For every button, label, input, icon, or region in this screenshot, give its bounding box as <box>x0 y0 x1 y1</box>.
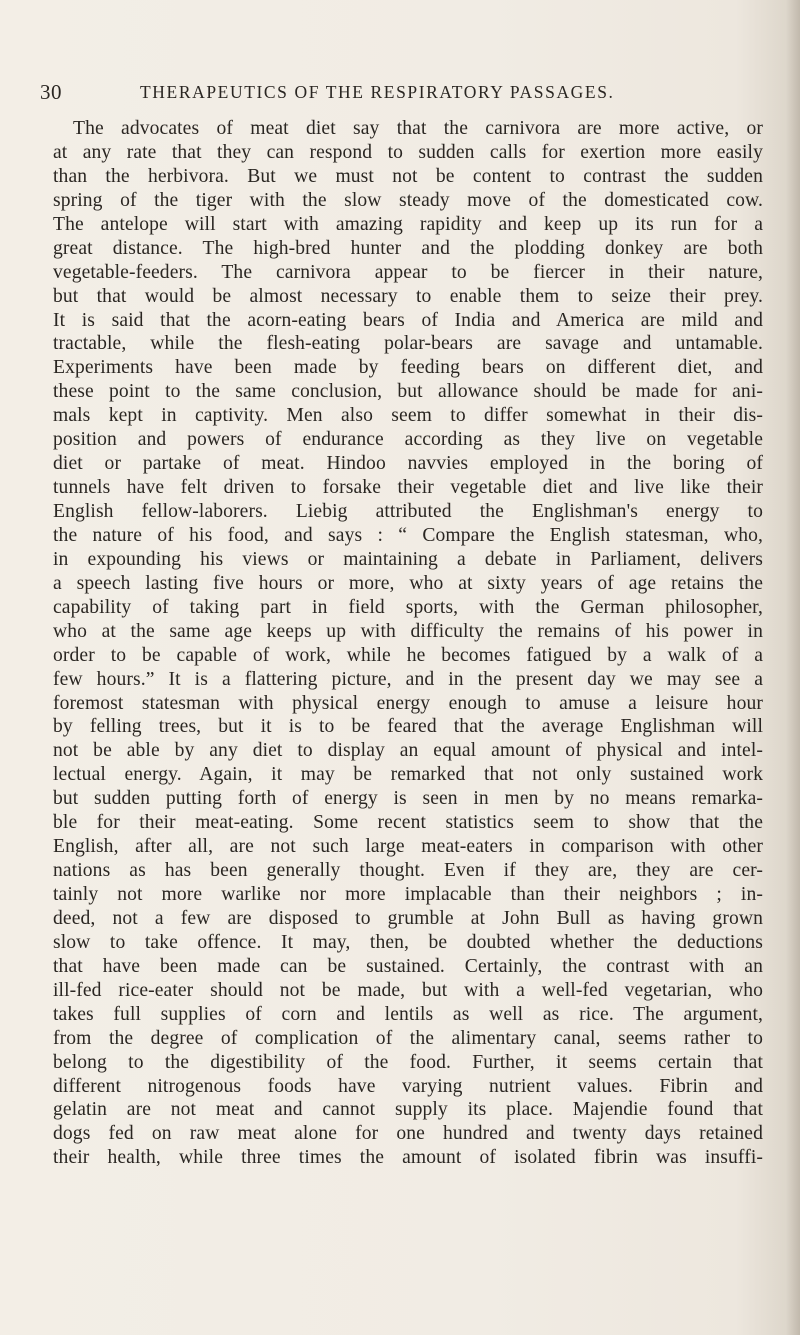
text-line: gelatin are not meat and cannot supply its place. Majendie found that <box>53 1099 763 1121</box>
text-line: English fellow-laborers. Liebig attributed the Englishman's energy to <box>53 501 763 522</box>
text-line: tunnels have felt driven to forsake their vegetable diet and live like their <box>53 477 763 499</box>
text-line: few hours.” It is a flattering picture, and in the present day we may see a <box>53 668 763 690</box>
text-line: spring of the tiger with the slow steady move of the domesticated cow. <box>53 189 763 211</box>
page-edge-shadow <box>786 0 800 1335</box>
page-number: 30 <box>40 80 62 104</box>
text-line: slow to take offence. It may, then, be doubted whether the deductions <box>53 931 763 953</box>
running-head: THERAPEUTICS OF THE RESPIRATORY PASSAGES. <box>140 82 615 102</box>
text-line: It is said that the acorn-eating bears of India and America are mild and <box>53 309 763 331</box>
text-line: Experiments have been made by feeding bears on different diet, and <box>53 357 763 379</box>
text-line: foremost statesman with physical energy enough to amuse a leisure hour <box>53 692 763 714</box>
text-line: the nature of his food, and says : “ Compare the English statesman, who, <box>53 524 763 546</box>
text-line: that have been made can be sustained. Certainly, the contrast with an <box>53 955 763 977</box>
text-line: tainly not more warlike nor more implacable than their neighbors ; in- <box>53 884 763 905</box>
text-line: nations as has been generally thought. Even if they are, they are cer- <box>53 860 763 882</box>
text-line: different nitrogenous foods have varying nutrient values. Fibrin and <box>53 1075 763 1097</box>
body-paragraph <box>53 117 763 1170</box>
text-line: takes full supplies of corn and lentils as well as rice. The argument, <box>53 1003 763 1025</box>
text-line: vegetable-feeders. The carnivora appear to be fiercer in their nature, <box>53 261 763 283</box>
text-line: ble for their meat-eating. Some recent statistics seem to show that the <box>53 812 763 834</box>
text-line: a speech lasting five hours or more, who at sixty years of age retains the <box>53 572 763 594</box>
text-line: position and powers of endurance according as they live on vegetable <box>53 429 763 451</box>
text-line: from the degree of complication of the alimentary canal, seems rather to <box>53 1027 763 1049</box>
text-line: tractable, while the flesh-eating polar-bears are savage and untamable. <box>53 333 763 355</box>
text-line: ill-fed rice-eater should not be made, but with a well-fed vegetarian, who <box>53 979 763 1001</box>
text-line: lectual energy. Again, it may be remarked that not only sustained work <box>53 764 763 786</box>
text-line: their health, while three times the amount of isolated fibrin was insuffi- <box>53 1147 763 1169</box>
text-line: who at the same age keeps up with difficulty the remains of his power in <box>53 620 763 642</box>
text-line: by felling trees, but it is to be feared that the average Englishman will <box>53 716 763 738</box>
text-line: but that would be almost necessary to enable them to seize their prey. <box>53 285 763 307</box>
text-line: than the herbivora. But we must not be content to contrast the sudden <box>53 165 763 187</box>
text-line: belong to the digestibility of the food. Further, it seems certain that <box>53 1051 763 1073</box>
page-header <box>40 80 770 110</box>
text-line: in expounding his views or maintaining a debate in Parliament, delivers <box>53 548 763 570</box>
text-line: deed, not a few are disposed to grumble at John Bull as having grown <box>53 907 763 929</box>
text-line: dogs fed on raw meat alone for one hundred and twenty days retained <box>53 1123 763 1145</box>
text-line: great distance. The high-bred hunter and the plodding donkey are both <box>53 237 763 259</box>
text-line: these point to the same conclusion, but allowance should be made for ani- <box>53 381 763 403</box>
text-line: at any rate that they can respond to sudden calls for exertion more easily <box>53 141 763 163</box>
text-line: not be able by any diet to display an equal amount of physical and intel- <box>53 740 763 762</box>
text-line: capability of taking part in field sports, with the German philosopher, <box>53 596 763 618</box>
text-line: but sudden putting forth of energy is seen in men by no means remarka- <box>53 788 763 810</box>
text-line: diet or partake of meat. Hindoo navvies employed in the boring of <box>53 453 763 475</box>
text-line: mals kept in captivity. Men also seem to differ somewhat in their dis- <box>53 405 763 427</box>
text-line: order to be capable of work, while he becomes fatigued by a walk of a <box>53 644 763 666</box>
text-line: The antelope will start with amazing rapidity and keep up its run for a <box>53 213 763 235</box>
text-line: English, after all, are not such large meat-eaters in comparison with other <box>53 836 763 858</box>
text-line: The advocates of meat diet say that the carnivora are more active, or <box>73 118 763 139</box>
